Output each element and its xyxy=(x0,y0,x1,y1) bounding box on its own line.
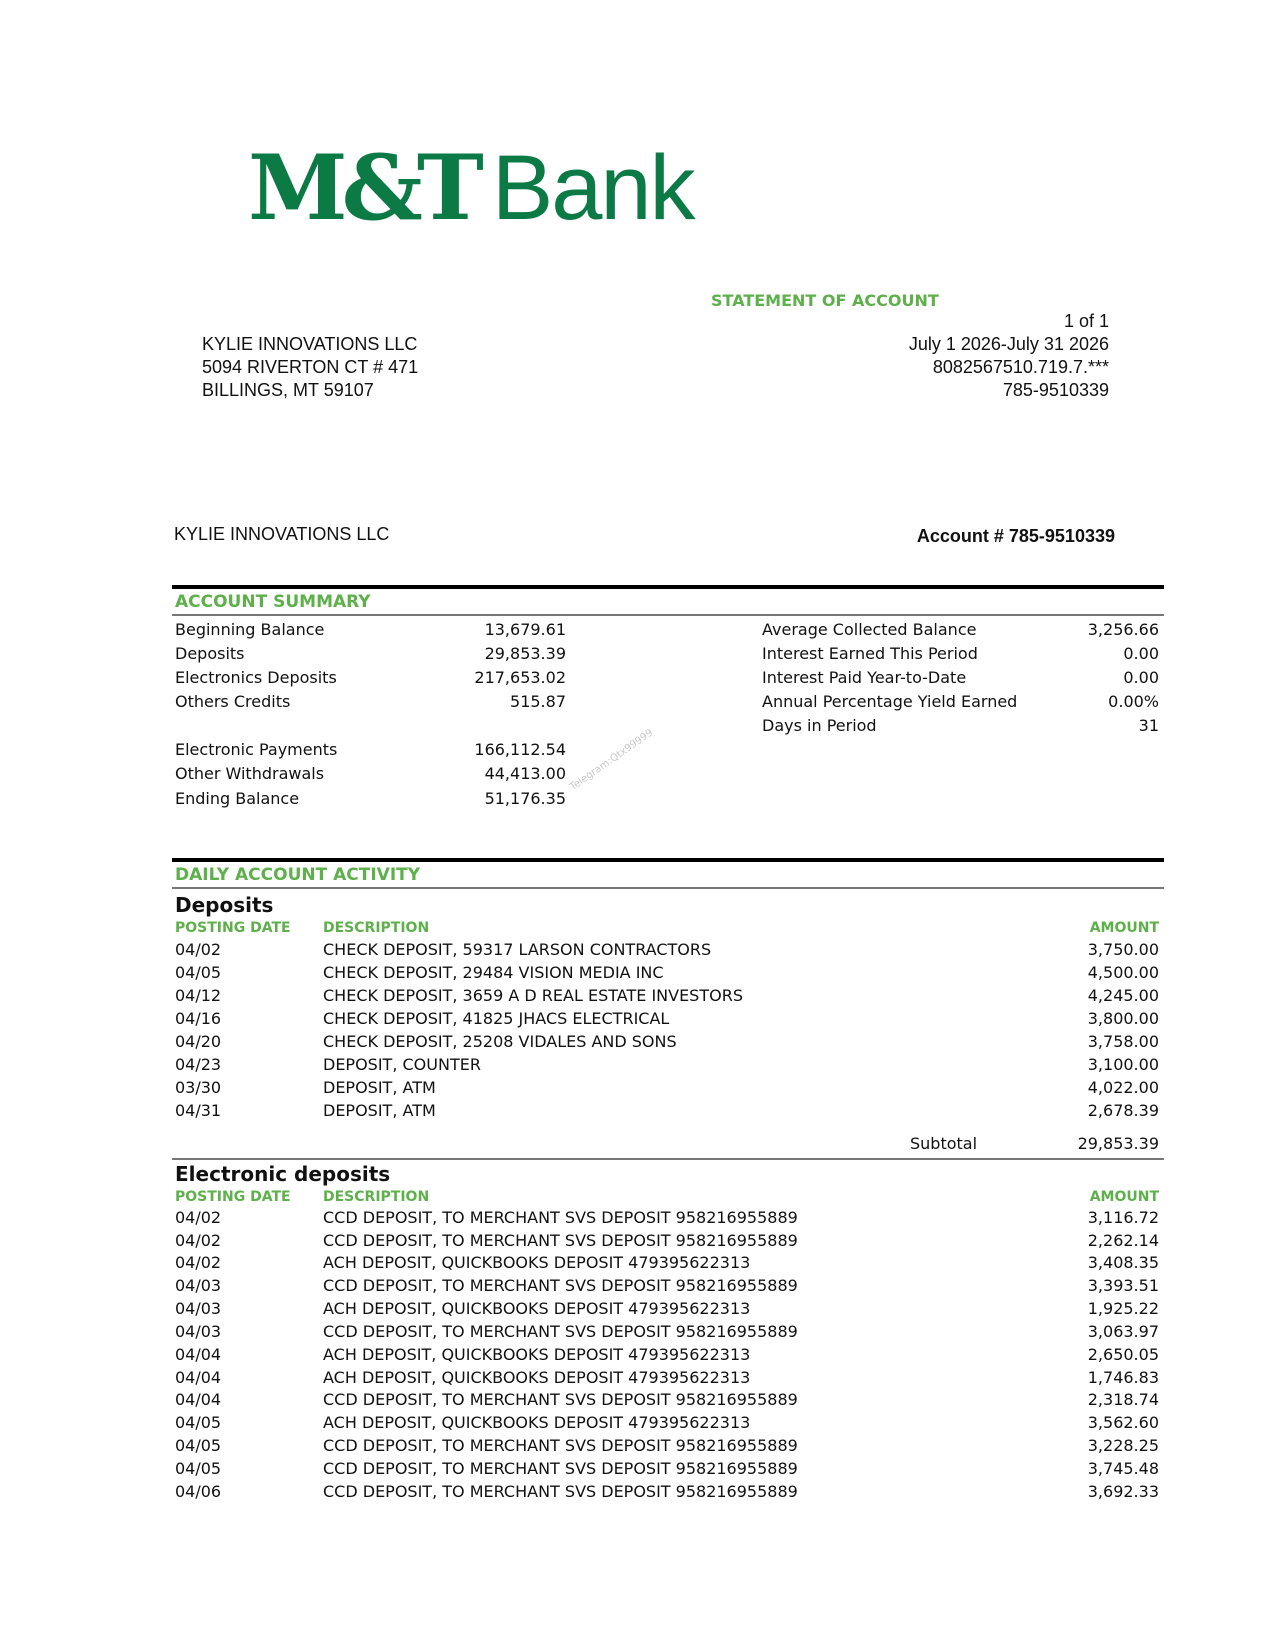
posting-date: 04/16 xyxy=(175,1009,222,1028)
table-row xyxy=(0,1390,1275,1413)
description: ACH DEPOSIT, QUICKBOOKS DEPOSIT 479395622313 xyxy=(323,1253,751,1272)
summary-label: Average Collected Balance xyxy=(762,620,977,639)
description: DEPOSIT, ATM xyxy=(323,1101,436,1120)
table-row xyxy=(0,1276,1275,1299)
table-row xyxy=(0,1299,1275,1322)
table-row xyxy=(0,1253,1275,1276)
account-number: Account # 785-9510339 xyxy=(916,526,1115,546)
posting-date: 04/04 xyxy=(175,1345,222,1364)
summary-label: Annual Percentage Yield Earned xyxy=(762,692,1018,711)
amount: 1,746.83 xyxy=(1087,1368,1159,1387)
address-line-1: KYLIE INNOVATIONS LLC xyxy=(202,334,418,354)
posting-date: 04/05 xyxy=(175,1413,222,1432)
description: ACH DEPOSIT, QUICKBOOKS DEPOSIT 479395622313 xyxy=(323,1368,751,1387)
daily-activity-title: DAILY ACCOUNT ACTIVITY xyxy=(175,865,421,885)
description: CCD DEPOSIT, TO MERCHANT SVS DEPOSIT 958216955889 xyxy=(323,1436,798,1455)
posting-date: 04/05 xyxy=(175,1459,222,1478)
table-row xyxy=(0,1032,1275,1055)
summary-value: 3,256.66 xyxy=(1087,620,1159,639)
description: DEPOSIT, ATM xyxy=(323,1078,436,1097)
statement-period: July 1 2026-July 31 2026 xyxy=(908,334,1109,354)
summary-value: 31 xyxy=(1138,716,1159,735)
deposits-heading: Deposits xyxy=(175,893,274,917)
account-holder: KYLIE INNOVATIONS LLC xyxy=(174,524,390,544)
amount: 2,650.05 xyxy=(1087,1345,1159,1364)
summary-label: Electronics Deposits xyxy=(175,668,337,687)
account-summary-title: ACCOUNT SUMMARY xyxy=(175,592,371,612)
table-row xyxy=(0,1368,1275,1391)
posting-date: 04/20 xyxy=(175,1032,222,1051)
summary-label: Days in Period xyxy=(762,716,877,735)
amount: 3,408.35 xyxy=(1087,1253,1159,1272)
description: CCD DEPOSIT, TO MERCHANT SVS DEPOSIT 958216955889 xyxy=(323,1276,798,1295)
table-row xyxy=(0,1009,1275,1032)
posting-date: 04/03 xyxy=(175,1322,222,1341)
posting-date: 04/02 xyxy=(175,1231,222,1250)
table-row xyxy=(0,986,1275,1009)
page-number: 1 of 1 xyxy=(1063,311,1109,331)
table-row xyxy=(0,1459,1275,1482)
table-row xyxy=(0,1322,1275,1345)
description: CCD DEPOSIT, TO MERCHANT SVS DEPOSIT 958216955889 xyxy=(323,1322,798,1341)
amount: 3,800.00 xyxy=(1087,1009,1159,1028)
statement-title: STATEMENT OF ACCOUNT xyxy=(711,291,939,310)
activity-top-rule xyxy=(172,858,1164,862)
statement-reference: 8082567510.719.7.*** xyxy=(932,357,1109,377)
col-amount: AMOUNT xyxy=(1089,920,1159,936)
description: CCD DEPOSIT, TO MERCHANT SVS DEPOSIT 958216955889 xyxy=(323,1231,798,1250)
col-description: DESCRIPTION xyxy=(323,1189,430,1205)
amount: 4,022.00 xyxy=(1087,1078,1159,1097)
table-row xyxy=(0,1231,1275,1254)
amount: 2,262.14 xyxy=(1087,1231,1159,1250)
amount: 1,925.22 xyxy=(1087,1299,1159,1318)
description: CHECK DEPOSIT, 29484 VISION MEDIA INC xyxy=(323,963,664,982)
amount: 3,228.25 xyxy=(1087,1436,1159,1455)
table-row xyxy=(0,963,1275,986)
summary-label: Electronic Payments xyxy=(175,740,338,759)
description: CCD DEPOSIT, TO MERCHANT SVS DEPOSIT 958216955889 xyxy=(323,1208,798,1227)
summary-value: 44,413.00 xyxy=(484,764,566,783)
summary-label: Beginning Balance xyxy=(175,620,325,639)
summary-label: Deposits xyxy=(175,644,245,663)
summary-value: 13,679.61 xyxy=(484,620,566,639)
watermark-text: Telegram:Qtx99999 xyxy=(568,727,656,794)
description: CCD DEPOSIT, TO MERCHANT SVS DEPOSIT 958216955889 xyxy=(323,1459,798,1478)
amount: 3,692.33 xyxy=(1087,1482,1159,1501)
description: ACH DEPOSIT, QUICKBOOKS DEPOSIT 479395622313 xyxy=(323,1345,751,1364)
summary-label: Others Credits xyxy=(175,692,291,711)
posting-date: 04/04 xyxy=(175,1368,222,1387)
description: CHECK DEPOSIT, 25208 VIDALES AND SONS xyxy=(323,1032,677,1051)
bank-logo xyxy=(248,135,694,241)
col-posting-date: POSTING DATE xyxy=(175,920,291,936)
description: CHECK DEPOSIT, 3659 A D REAL ESTATE INVESTORS xyxy=(323,986,743,1005)
summary-value: 515.87 xyxy=(510,692,566,711)
summary-value: 217,653.02 xyxy=(474,668,566,687)
table-row xyxy=(0,1078,1275,1101)
description: CHECK DEPOSIT, 41825 JHACS ELECTRICAL xyxy=(323,1009,670,1028)
summary-label: Other Withdrawals xyxy=(175,764,325,783)
electronic-deposits-heading: Electronic deposits xyxy=(175,1162,391,1186)
amount: 3,562.60 xyxy=(1087,1413,1159,1432)
amount: 4,500.00 xyxy=(1087,963,1159,982)
logo-mark: M&T xyxy=(248,135,478,241)
address-line-2: 5094 RIVERTON CT # 471 xyxy=(202,357,419,377)
table-row xyxy=(0,1208,1275,1231)
table-row xyxy=(0,1436,1275,1459)
amount: 3,393.51 xyxy=(1087,1276,1159,1295)
amount: 3,750.00 xyxy=(1087,940,1159,959)
amount: 3,745.48 xyxy=(1087,1459,1159,1478)
posting-date: 04/02 xyxy=(175,1253,222,1272)
description: CCD DEPOSIT, TO MERCHANT SVS DEPOSIT 958216955889 xyxy=(323,1482,798,1501)
statement-meta xyxy=(909,310,1109,402)
table-row xyxy=(0,1482,1275,1505)
amount: 3,100.00 xyxy=(1087,1055,1159,1074)
summary-value: 29,853.39 xyxy=(484,644,566,663)
amount: 2,678.39 xyxy=(1087,1101,1159,1120)
col-amount: AMOUNT xyxy=(1089,1189,1159,1205)
table-row xyxy=(0,1345,1275,1368)
subtotal-rule xyxy=(172,1158,1164,1160)
summary-value: 0.00 xyxy=(1123,668,1159,687)
summary-value: 0.00% xyxy=(1108,692,1159,711)
posting-date: 04/05 xyxy=(175,963,222,982)
posting-date: 04/02 xyxy=(175,1208,222,1227)
summary-label: Ending Balance xyxy=(175,789,300,808)
col-posting-date: POSTING DATE xyxy=(175,1189,291,1205)
posting-date: 04/23 xyxy=(175,1055,222,1074)
posting-date: 03/30 xyxy=(175,1078,222,1097)
amount: 4,245.00 xyxy=(1087,986,1159,1005)
table-row xyxy=(0,1101,1275,1124)
posting-date: 04/03 xyxy=(175,1299,222,1318)
address-line-3: BILLINGS, MT 59107 xyxy=(202,380,374,400)
mailing-address xyxy=(202,333,418,402)
activity-divider xyxy=(172,887,1164,889)
posting-date: 04/06 xyxy=(175,1482,222,1501)
amount: 3,116.72 xyxy=(1087,1208,1159,1227)
summary-label: Interest Paid Year-to-Date xyxy=(762,668,967,687)
table-row xyxy=(0,1413,1275,1436)
posting-date: 04/03 xyxy=(175,1276,222,1295)
description: ACH DEPOSIT, QUICKBOOKS DEPOSIT 479395622313 xyxy=(323,1413,751,1432)
summary-divider xyxy=(172,614,1164,616)
amount: 2,318.74 xyxy=(1087,1390,1159,1409)
subtotal-amount: 29,853.39 xyxy=(1077,1134,1159,1153)
amount: 3,758.00 xyxy=(1087,1032,1159,1051)
subtotal-label: Subtotal xyxy=(910,1134,978,1153)
posting-date: 04/02 xyxy=(175,940,222,959)
table-row xyxy=(0,940,1275,963)
col-description: DESCRIPTION xyxy=(323,920,430,936)
table-row xyxy=(0,1055,1275,1078)
description: CCD DEPOSIT, TO MERCHANT SVS DEPOSIT 958216955889 xyxy=(323,1390,798,1409)
posting-date: 04/04 xyxy=(175,1390,222,1409)
posting-date: 04/12 xyxy=(175,986,222,1005)
description: CHECK DEPOSIT, 59317 LARSON CONTRACTORS xyxy=(323,940,712,959)
logo-word: Bank xyxy=(491,137,694,239)
posting-date: 04/05 xyxy=(175,1436,222,1455)
summary-value: 0.00 xyxy=(1123,644,1159,663)
description: ACH DEPOSIT, QUICKBOOKS DEPOSIT 479395622313 xyxy=(323,1299,751,1318)
summary-value: 166,112.54 xyxy=(474,740,566,759)
summary-top-rule xyxy=(172,585,1164,589)
account-number-short: 785-9510339 xyxy=(1002,380,1109,400)
posting-date: 04/31 xyxy=(175,1101,222,1120)
amount: 3,063.97 xyxy=(1087,1322,1159,1341)
summary-label: Interest Earned This Period xyxy=(762,644,978,663)
description: DEPOSIT, COUNTER xyxy=(323,1055,481,1074)
summary-value: 51,176.35 xyxy=(484,789,566,808)
